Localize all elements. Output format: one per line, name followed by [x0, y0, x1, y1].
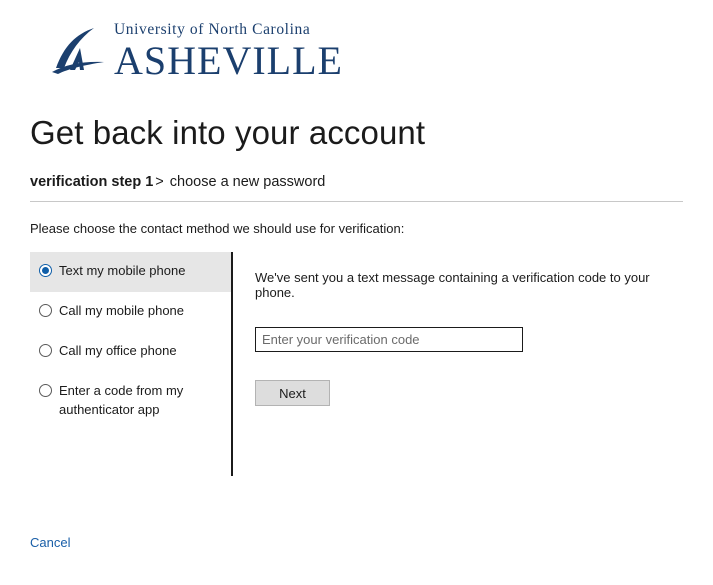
cancel-link[interactable]: Cancel — [30, 535, 71, 550]
radio-icon-text-mobile[interactable] — [39, 264, 52, 277]
page-title: Get back into your account — [30, 114, 426, 151]
option-call-my-office-phone[interactable] — [30, 332, 231, 372]
sent-message: We've sent you a text message containing a verification code to your phone. — [255, 270, 650, 300]
contact-method-list — [30, 252, 233, 476]
verification-panel — [233, 252, 683, 476]
option-label-text-mobile: Text my mobile phone — [59, 263, 186, 278]
breadcrumb — [30, 174, 683, 202]
brand-wordmark — [114, 22, 343, 81]
option-label-call-office: Call my office phone — [59, 343, 177, 358]
verification-body — [30, 252, 683, 476]
option-label-authenticator: Enter a code from my authenticator app — [59, 383, 184, 417]
breadcrumb-step-next: choose a new password — [169, 174, 326, 190]
option-text-my-mobile-phone[interactable] — [30, 252, 231, 292]
brand-line-asheville: ASHEVILLE — [114, 37, 343, 83]
verification-code-input[interactable] — [255, 327, 523, 352]
radio-icon-call-mobile[interactable] — [39, 304, 52, 317]
option-label-call-mobile: Call my mobile phone — [59, 303, 185, 318]
breadcrumb-separator: > — [155, 174, 164, 190]
brand-line-university: University of North Carolina — [114, 21, 311, 38]
next-button[interactable]: Next — [255, 380, 330, 406]
option-authenticator-app[interactable] — [30, 372, 231, 428]
brand-header — [30, 0, 683, 88]
radio-icon-authenticator[interactable] — [39, 384, 52, 397]
instruction-text: Please choose the contact method we should use for verification: — [30, 221, 405, 236]
breadcrumb-step-current: verification step 1 — [30, 174, 154, 190]
radio-icon-call-office[interactable] — [39, 344, 52, 357]
option-call-my-mobile-phone[interactable] — [30, 292, 231, 332]
uncasheville-swoosh-icon — [50, 24, 108, 76]
